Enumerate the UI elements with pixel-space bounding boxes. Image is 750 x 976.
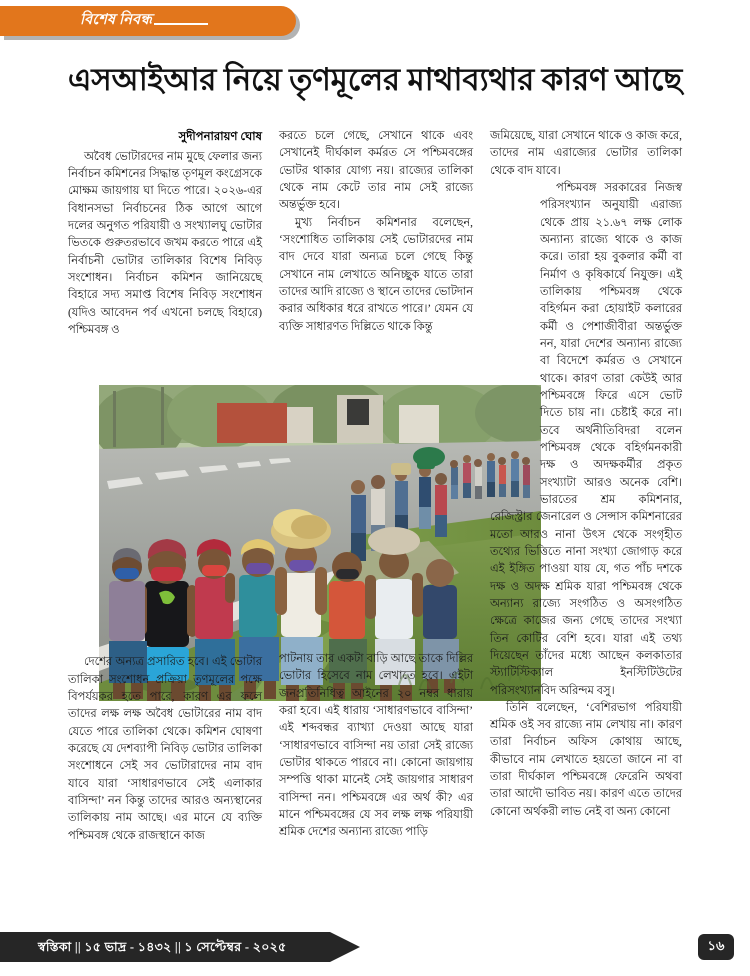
paragraph: অবৈধ ভোটারদের নাম মুছে ফেলার জন্য নির্বাচন কমিশনের সিদ্ধান্ত তৃণমূল কংগ্রেসকে মোক্ষম জায়গায় ঘা দিতে পারে। ২০২৬-এর বিধানসভা নির্বাচনের ঠিক আগে আগে দলের অনুগত পরিযায়ী ও সংখ্যালঘু ভোটার ভিতকে গুরুতরভাবে জখম করতে পারে এই নির্বাচনী ভোটার তালিকার বিশেষ নিবিড় সংশোধন। নির্বাচন কমিশন জানিয়েছে বিহারে সদ্য সমাপ্ত বিশেষ নিবিড় সংশোধন (যদিও আবেদন পর্ব এখনো চলছে বিহারে) পশ্চিমবঙ্গ ও — [68, 150, 262, 336]
badge-label: বিশেষ নিবন্ধ — [80, 12, 152, 28]
page-number-badge: ১৬ — [698, 934, 734, 960]
article-body — [68, 128, 682, 918]
text-column-2 — [279, 128, 473, 842]
paragraph: পশ্চিমবঙ্গ সরকারের নিজস্ব পরিসংখ্যান অনুযায়ী এরাজ্য থেকে প্রায় ২১.৬৭ লক্ষ লোক অন্যান্য রাজ্যে থাকে ও কাজ করে। তারা হয় বুকলার কর্মী বা নির্মাণ ও কৃষিকার্যে নিযুক্ত। এই তালিকায় পশ্চিমবঙ্গ থেকে বহির্গমন করা হোয়াইট কলারের কর্মী ও পেশাজীবীরা অন্তর্ভুক্ত নন, যারা দেশের অন্যান্য রাজ্যে বা বিদেশে কর্মরত ও সেখানে থাকে। কারণ তারা কেউই আর পশ্চিমবঙ্গে ফিরে এসে ভোট দিতে চায় না। চেষ্টাই করে না। তবে অর্থনীতিবিদরা বলেন পশ্চিমবঙ্গ থেকে বহির্গমনকারী দক্ষ ও অদক্ষকর্মীর প্রকৃত সংখ্যাটা আরও অনেক বেশি। ভারতের শ্রম কমিশনার, রেজিস্ট্রার জেনারেল ও সেন্সাস কমিশনারের মতো আরও নানা উৎস থেকে সংগৃহীত তথ্যের ভিত্তিতে নানা সংখ্যা জোগাড় করে এই ইঙ্গিত পাওয়া যায় যে, গত পাঁচ দশকে দক্ষ ও অদক্ষ শ্রমিক যারা পশ্চিমবঙ্গ থেকে অন্যান্য রাজ্যে সংগঠিত ও অসংগঠিত ক্ষেত্রে কাজের জন্য গেছে তাদের সংখ্যা তিন কোটির বেশি হবে। যারা এই তথ্য দিয়েছেন তাঁদের মধ্যে আছেন কলকাতার স্ট্যাটিস্টিক্যাল ইনস্টিটিউটের পরিসংখ্যানবিদ অরিন্দম বসু। — [490, 181, 682, 697]
author-byline: সুদীপনারায়ণ ঘোষ — [178, 130, 262, 143]
paragraph: পাটনায় তার একটা বাড়ি আছে তাকে দিল্লির ভোটার হিসেবে নাম লেখাতে হবে। এইটা জনপ্রতিনিধিত্ব আইনের ২০ নম্বর ধারায় করা হবে। এই ধারায় ‘সাধারণভাবে বাসিন্দা’ এই শব্দবন্ধর ব্যাখ্যা দেওয়া আছে যারা ‘সাধারণভাবে বাসিন্দা নয় তারা সেই রাজ্যে ভোটার থাকতে পারবে না। কোনো জায়গায় সম্পত্তি থাকা মানেই সেই জায়গার সাধারণ বাসিন্দা নন। পশ্চিমবঙ্গে এর অর্থ কী? এর মানে পশ্চিমবঙ্গের যে সব লক্ষ লক্ষ পরিযায়ী শ্রমিক দেশের অন্যান্য রাজ্যে পাড়ি — [279, 652, 473, 839]
paragraph: তিনি বলেছেন, ‘বেশিরভাগ পরিযায়ী শ্রমিক ওই সব রাজ্যে নাম লেখায় না। কারণ তারা নির্বাচন অফিস কোথায় আছে, কীভাবে নাম লেখাতে হয়তো জানে না বা তারা দীর্ঘকাল পশ্চিমবঙ্গে ফেরেনি অথবা তারা আদৌ ভাবিত নয়। কারণ এতে তাদের কোনো অর্থকরী লাভ নেই বা অন্য কোনো — [490, 701, 682, 818]
paragraph: দেশের অন্যত্র প্রসারিত হবে। এই ভোটার তালিকা সংশোধন প্রক্রিয়া তৃণমূলের পক্ষে বিপর্যয়কর হতে পারে, কারণ এর ফলে তাদের লক্ষ লক্ষ অবৈধ ভোটারের নাম বাদ যেতে পারে তালিকা থেকে। কমিশন ঘোষণা করেছে যে দেশব্যাপী নিবিড় ভোটার তালিকা সংশোধনে সেই সব ভোটারাদের নাম বাদ যাবে যারা ‘সাধারণভাবে সেই এলাকার বাসিন্দা’ নন কিন্তু তাদের আরও অন্যস্থানের তালিকায় নাম আছে। এর মানে যে ব্যক্তি পশ্চিমবঙ্গ থেকে রাজস্থানে কাজ — [68, 656, 262, 842]
paragraph: করতে চলে গেছে, সেখানে থাকে এবং সেখানেই দীর্ঘকাল কর্মরত সে পশ্চিমবঙ্গের ভোটর থাকার যোগ্য নয়। রাজ্যের তালিকা থেকে নাম কেটে তার নাম সেই রাজ্যে অন্তর্ভুক্ত হবে। — [279, 130, 473, 212]
photo-spacer — [279, 336, 473, 651]
footer-banner — [0, 932, 360, 962]
text-column-1 — [68, 128, 262, 845]
photo-spacer — [68, 339, 262, 654]
photo-wrap-notch — [490, 180, 540, 496]
text-column-3 — [490, 128, 682, 821]
section-badge — [0, 6, 302, 40]
publication-line: স্বস্তিকা || ১৫ ভাদ্র - ১৪৩২ || ১ সেপ্টেম্বর - ২০২৫ — [38, 940, 287, 954]
badge-rule-decoration — [154, 23, 208, 25]
paragraph: মুখ্য নির্বাচন কমিশনার বলেছেন, ‘সংশোধিত তালিকায় সেই ভোটারদের নাম বাদ দেবে যারা অন্যত্র চলে গেছে কিন্তু সেখানে নাম লেখাতে অনিচ্ছুক যাতে তারা তাদের আদি রাজ্যে ও স্থানে তাদের ভোটদান করার অধিকার ধরে রাখতে পারে।’ যেমন যে ব্যক্তি সাধারণত দিল্লিতে থাকে কিন্তু — [279, 216, 473, 333]
badge-pill — [0, 6, 296, 36]
paragraph: জমিয়েছে, যারা সেখানে থাকে ও কাজ করে, তাদের নাম এরাজ্যের ভোটার তালিকা থেকে বাদ যাবে। — [490, 130, 682, 177]
article-headline: এসআইআর নিয়ে তৃণমূলের মাথাব্যথার কারণ আছে — [67, 62, 683, 97]
